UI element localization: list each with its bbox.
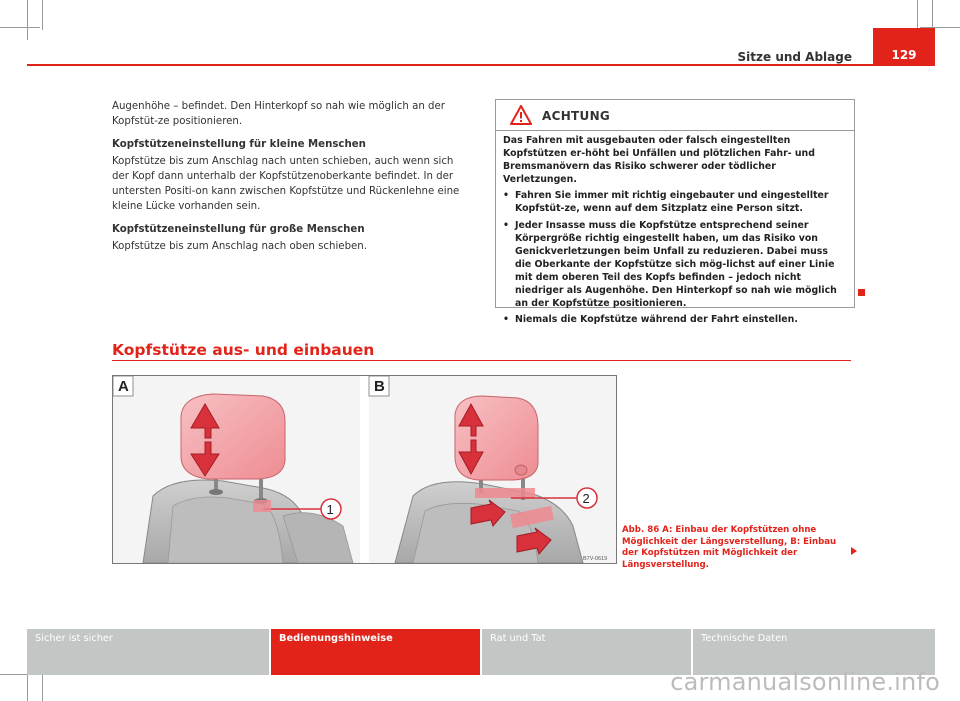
warning-bullet [503, 189, 847, 215]
footer-tab-label: Technische Daten [701, 633, 788, 644]
footer-tab-label: Rat und Tat [490, 633, 546, 644]
warning-bullet-text: Jeder Insasse muss die Kopfstütze entsprechend seiner Körpergröße richtig eingestellt haben, um das Risiko von Genickverletzungen beim Unfall zu reduzieren. Dabei muss die Oberkante der Kopfstütze sich mög-lichst auf einer Linie mit dem oberen Teil des Kopfs befinden – jedoch nicht niedriger als Augenhöhe. Den Hinterkopf so nah wie möglich an der Kopfstütze positionieren. [515, 219, 837, 310]
crop-mark [42, 0, 43, 30]
footer-tab-label: Sicher ist sicher [35, 633, 113, 644]
post-guide-a1 [209, 489, 223, 495]
section-heading-rule [112, 360, 851, 361]
callout-label-2: 2 [582, 491, 590, 506]
warning-box [495, 99, 855, 326]
guide-highlight-b1 [475, 488, 535, 498]
warning-bullet-text: Fahren Sie immer mit richtig eingebauter und eingestellter Kopfstüt-ze, wenn auf dem Sitzplatz eine Person sitzt. [515, 190, 829, 215]
headrest-a [181, 394, 285, 479]
page-number: 129 [891, 48, 917, 62]
body-text-column [112, 99, 472, 262]
panel-a-label: A [118, 378, 129, 395]
paragraph-tall-persons: Kopfstütze bis zum Anschlag nach oben schieben. [112, 241, 367, 252]
bullet-icon: • [503, 219, 509, 231]
warning-header [496, 100, 854, 131]
section-end-marker [858, 289, 865, 296]
figure-headrest [112, 375, 617, 564]
panel-divider [360, 376, 369, 563]
warning-intro: Das Fahren mit ausgebauten oder falsch eingestellten Kopfstützen er-höht bei Unfällen und plötzlichen Fahr- und Bremsmanövern das Risiko schwerer oder tödlicher Verletzungen. [503, 135, 815, 186]
crop-mark [42, 675, 43, 701]
continue-arrow-icon [851, 547, 857, 555]
paragraph-small-persons: Kopfstütze bis zum Anschlag nach unten schieben, auch wenn sich der Kopf dann unterhalb der Kopfstützenoberkante befindet. In der untersten Positi-on kann zwischen Kopfstütze und Rückenlehne eine kleine Lücke vorhanden sein. [112, 156, 460, 212]
footer-tab-label: Bedienungshinweise [279, 633, 393, 644]
figure-caption: Abb. 86 A: Einbau der Kopfstützen ohne Möglichkeit der Längsverstellung, B: Einbau der Kopfstützen mit Möglichkeit der Längsverstellung. [622, 525, 837, 570]
figure-illustration [113, 376, 616, 563]
warning-bullet-text: Niemals die Kopfstütze während der Fahrt einstellen. [515, 314, 798, 326]
crop-mark [917, 0, 918, 30]
warning-bullet [503, 219, 847, 311]
headrest-button-b [515, 465, 527, 475]
image-code: B7V-0619 [583, 556, 608, 562]
callout-label-1: 1 [326, 502, 334, 517]
warning-title: ACHTUNG [542, 109, 611, 123]
intro-paragraph: Augenhöhe – befindet. Den Hinterkopf so nah wie möglich an der Kopfstüt-ze positionieren. [112, 101, 445, 127]
section-heading: Kopfstütze aus- und einbauen [112, 341, 375, 359]
footer-tab-operating[interactable] [271, 629, 480, 675]
footer-tab-safety[interactable] [27, 629, 269, 675]
callout-highlight-1 [253, 500, 271, 512]
bullet-icon: • [503, 314, 509, 326]
running-header: Sitze und Ablage [737, 50, 852, 64]
crop-mark [27, 0, 28, 40]
warning-triangle-icon [510, 105, 532, 125]
warning-bullet [503, 313, 847, 326]
footer-tab-advice[interactable] [482, 629, 691, 675]
watermark-text: carmanualsonline.info [670, 668, 940, 696]
warning-body [503, 134, 847, 329]
header-rule [27, 64, 935, 66]
crop-mark [0, 27, 40, 28]
subheading-small-persons: Kopfstützeneinstellung für kleine Menschen [112, 139, 366, 150]
subheading-tall-persons: Kopfstützeneinstellung für große Menschen [112, 224, 365, 235]
bullet-icon: • [503, 190, 509, 202]
panel-b-label: B [374, 378, 385, 395]
